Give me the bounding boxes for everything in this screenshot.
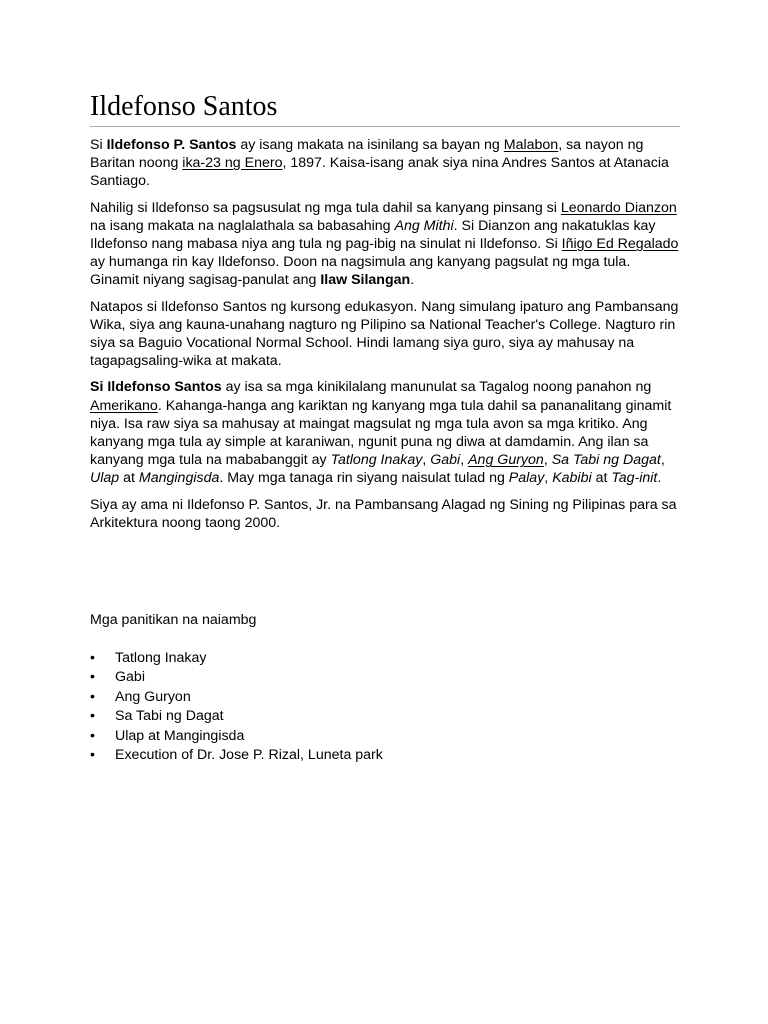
bold-pen-name: Ilaw Silangan <box>320 272 411 289</box>
paragraph-birth <box>90 136 680 191</box>
list-item <box>90 707 383 726</box>
text-run: Siya ay ama ni Ildefonso P. Santos, Jr. na Pambansang Alagad ng Sining ng Pilipinas para sa Arkitektura noong taong 2000. <box>90 496 677 531</box>
list-item-label: Sa Tabi ng Dagat <box>115 708 224 725</box>
list-item-label: Gabi <box>115 669 145 686</box>
text-run: at <box>119 470 139 487</box>
text-run: . <box>657 470 662 487</box>
italic-title: Gabi <box>430 452 461 469</box>
text-run: ay humanga rin kay Ildefonso. Doon na nagsimula ang kanyang pagsulat ng mga tula. Ginamit niyang sagisag-panulat ang <box>90 254 631 289</box>
bold-name: Ildefonso P. Santos <box>106 137 237 153</box>
text-run: . May mga tanaga rin siyang naisulat tulad ng <box>219 470 509 487</box>
text-run: Nahilig si Ildefonso sa pagsusulat ng mga tula dahil sa kanyang pinsang si <box>90 199 561 216</box>
list-item-label: Execution of Dr. Jose P. Rizal, Luneta park <box>115 746 383 763</box>
bullet-icon: • <box>90 650 95 666</box>
paragraph-family <box>90 496 680 532</box>
list-item <box>90 746 383 765</box>
link-amerikano[interactable]: Amerikano <box>90 397 158 414</box>
text-run: Si <box>90 137 107 153</box>
bullet-icon: • <box>90 688 95 705</box>
bold-name: Si Ildefonso Santos <box>90 379 222 396</box>
works-heading: Mga panitikan na naiambg <box>90 612 257 628</box>
italic-title: Sa Tabi ng Dagat <box>551 452 661 469</box>
text-run: . <box>410 272 415 289</box>
article-body <box>90 136 680 532</box>
link-birth-date[interactable]: ika-23 ng Enero <box>182 155 283 172</box>
list-item <box>90 668 383 687</box>
text-run: , <box>543 452 552 469</box>
text-run: na isang makata na naglalathala sa babasahing <box>90 217 395 234</box>
text-run: , 1897. Kaisa-isang anak siya nina Andres Santos at Atanacia Santiago. <box>90 155 669 190</box>
page-title: Ildefonso Santos <box>90 90 680 127</box>
bullet-icon: • <box>90 727 95 744</box>
italic-title: Mangingisda <box>138 470 220 487</box>
list-item <box>90 649 383 668</box>
list-item-label: Tatlong Inakay <box>115 650 207 666</box>
text-run: . Si Dianzon ang nakatuklas kay Ildefonso nang mabasa niya ang tula ng pag-ibig na sinulat ni Ildefonso. Si <box>90 217 656 253</box>
document-page <box>90 90 680 763</box>
text-run: . Kahanga-hanga ang kariktan ng kanyang mga tula dahil sa pananalitang ginamit niya. Isa raw siya sa mahusay at maingat magsulat ng mga tula avon sa mga kritiko. Ang kanyang mga tula ay simple at karaniwan, ngunit puna ng diwa at damdamin. Ang ilan sa kanyang mga tula na mababanggit ay <box>90 397 672 469</box>
text-run: , <box>422 452 431 469</box>
italic-title: Palay <box>508 470 545 487</box>
link-ang-guryon[interactable] <box>468 452 544 468</box>
italic-title: Tatlong Inakay <box>330 452 423 469</box>
text-run: , <box>660 452 665 469</box>
text-run: , <box>544 470 553 487</box>
list-item <box>90 688 383 707</box>
italic-title: Ulap <box>90 470 120 487</box>
paragraph-works <box>90 378 680 487</box>
works-list <box>90 649 383 765</box>
paragraph-early-writing <box>90 199 680 290</box>
text-run: ay isang makata na isinilang sa bayan ng <box>236 137 504 153</box>
link-inigo-ed-regalado[interactable]: Iñigo Ed Regalado <box>561 236 679 253</box>
bullet-icon: • <box>90 708 95 725</box>
paragraph-education <box>90 298 680 371</box>
italic-title: Tag-init <box>611 470 658 487</box>
bullet-icon: • <box>90 746 95 763</box>
text-run: at <box>591 470 612 487</box>
text-run: , <box>460 452 469 469</box>
text-run: Natapos si Ildefonso Santos ng kursong edukasyon. Nang simulang ipaturo ang Pambansang Wika, siya ang kauna-unahang nagturo ng Pilipino sa National Teacher's College. Nagturo rin siya sa Baguio Vocational Normal School. Hindi lamang siya guro, siya ay mahusay na tagapagsaling-wika at makata. <box>90 298 679 370</box>
bullet-icon: • <box>90 669 95 686</box>
italic-title: Kabibi <box>552 470 592 487</box>
text-run: ay isa sa mga kinikilalang manunulat sa Tagalog noong panahon ng <box>221 379 652 396</box>
italic-title: Ang Guryon <box>468 452 544 469</box>
link-malabon[interactable]: Malabon <box>503 137 559 153</box>
list-item-label: Ang Guryon <box>115 688 191 705</box>
italic-publication: Ang Mithi <box>394 217 454 234</box>
link-leonardo-dianzon[interactable]: Leonardo Dianzon <box>560 199 677 216</box>
list-item <box>90 727 383 746</box>
text-run: , sa nayon ng Baritan noong <box>90 137 644 172</box>
list-item-label: Ulap at Mangingisda <box>115 727 245 744</box>
